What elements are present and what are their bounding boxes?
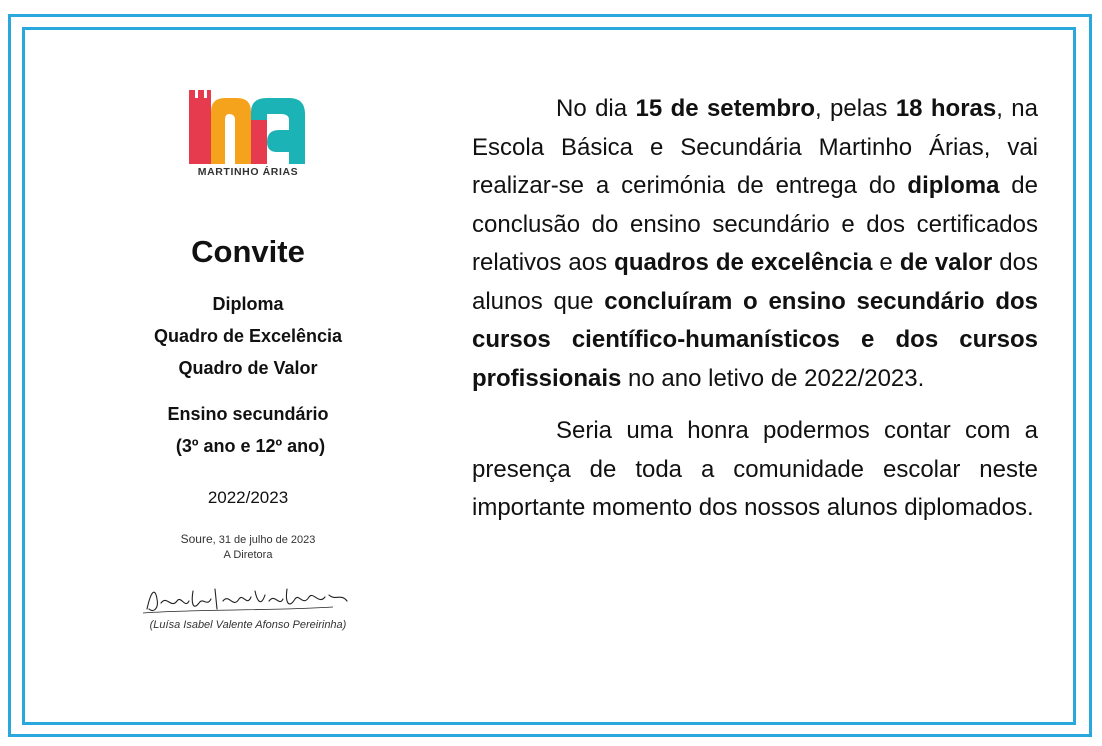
place-date [118, 532, 378, 563]
body-text: dos alunos que [472, 249, 1038, 315]
logo-text: MARTINHO ÁRIAS [197, 166, 299, 178]
emphasis-text: concluíram o ensino secundário dos cursos científico-humanísticos e dos cursos profissionais [472, 287, 1038, 392]
school-year: 2022/2023 [207, 488, 289, 507]
invitation-body [472, 90, 1038, 528]
left-column [118, 90, 378, 631]
emphasis-text: de valor [899, 249, 993, 276]
emphasis-text: 15 de setembro [635, 95, 815, 122]
award-diploma: Diploma [212, 294, 284, 314]
level-name: Ensino secundário [167, 404, 329, 424]
body-text: No dia [556, 95, 636, 122]
education-level [118, 398, 378, 462]
school-logo [187, 90, 309, 190]
awards-list [118, 288, 378, 384]
award-value: Quadro de Valor [178, 358, 318, 378]
director-role: A Diretora [223, 549, 273, 561]
emphasis-text: 18 horas [895, 95, 997, 122]
signature-image [133, 579, 363, 619]
level-years: (3º ano e 12º ano) [170, 436, 326, 456]
body-text: e [872, 249, 900, 276]
body-text: , pelas [815, 95, 896, 122]
emphasis-text: quadros de excelência [614, 249, 873, 276]
signature [133, 579, 363, 619]
invitation-title: Convite [191, 234, 305, 269]
body-text: , na Escola Básica e Secundária Martinho Árias, vai realizar-se a cerimónia de entrega do [472, 95, 1038, 199]
city: Soure [180, 532, 213, 546]
date: , 31 de julho de 2023 [212, 534, 316, 546]
invitation-paragraph-2: Seria uma honra podermos contar com a presença de toda a comunidade escolar neste importante momento dos nossos alunos diplomados. [472, 417, 1038, 521]
invitation-paragraph-1 [472, 90, 1038, 398]
logo-mark-icon [187, 90, 309, 172]
body-text: de conclusão do ensino secundário e dos certificados relativos aos [472, 172, 1038, 276]
emphasis-text: diploma [907, 172, 1000, 199]
award-excellence: Quadro de Excelência [153, 326, 343, 346]
signer-name: (Luísa Isabel Valente Afonso Pereirinha) [149, 619, 347, 631]
body-text: no ano letivo de 2022/2023. [621, 364, 925, 392]
